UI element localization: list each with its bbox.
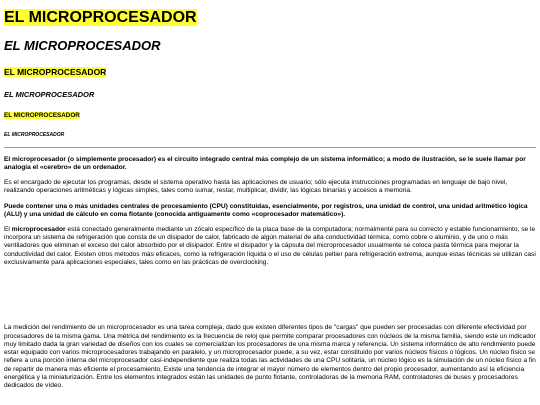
heading-3-text: EL MICROPROCESADOR	[4, 67, 107, 77]
heading-5-text: EL MICROPROCESADOR	[4, 112, 80, 119]
cpu-units-paragraph: Puede contener una o más unidades centrales de procesamiento (CPU) constituidas, esencialmente, por registros, una unidad de control, una unidad aritmético lógica (ALU) y una unidad de cálculo en coma flotante (conocida antiguamente como «coprocesador matemático»).	[4, 203, 528, 219]
heading-level-1	[4, 8, 536, 28]
horizontal-divider	[4, 147, 536, 148]
cooling-paragraph	[4, 226, 536, 267]
heading-level-5	[4, 112, 536, 120]
microprocesador-bold-term: microprocesador	[11, 225, 66, 233]
heading-level-6: EL MICROPROCESADOR	[4, 132, 65, 138]
heading-1-text: EL MICROPROCESADOR	[4, 9, 197, 26]
performance-paragraph: La medición del rendimiento de un microprocesador es una tarea compleja, dado que existen diferentes tipos de "cargas" que pueden ser procesadas con diferente efectividad por procesadores de la misma gama. Una métrica del rendimiento es la frecuencia de reloj que permite comparar procesadores con núcleos de la misma familia, siendo este un indicador muy limitado dada la gran variedad de diseños con los cuales se comercializan los procesadores de una misma marca y referencia. Un sistema informático de alto rendimiento puede estar equipado con varios microprocesadores trabajando en paralelo, y un microprocesador puede, a su vez, estar constituido por varios núcleos físicos o lógicos. Un núcleo físico se refiere a una porción interna del microprocesador casi-independiente que realiza todas las actividades de una CPU solitaria, un núcleo lógico es la simulación de un núcleo físico a fin de repartir de manera más eficiente el procesamiento. Existe una tendencia de integrar el mayor número de elementos dentro del propio procesador, aumentando así la eficiencia energética y la miniaturización. Entre los elementos integrados están las unidades de punto flotante, controladoras de la memoria RAM, controladores de buses y procesadores dedicados de vídeo.	[4, 324, 536, 390]
heading-level-4: EL MICROPROCESADOR	[4, 90, 95, 99]
heading-level-2: EL MICROPROCESADOR	[4, 38, 161, 53]
intro-paragraph: El microprocesador (o simplemente procesador) es el circuito integrado central más complejo de un sistema informático; a modo de ilustración, se le suele llamar por analogía el «cerebro» de un ordenador.	[4, 156, 526, 172]
function-paragraph: Es el encargado de ejecutar los programas, desde el sistema operativo hasta las aplicaciones de usuario; sólo ejecuta instrucciones programadas en lenguaje de bajo nivel, realizando operaciones aritméticas y lógicas simples, tales como sumar, restar, multiplicar, dividir, las lógicas binarias y accesos a memoria.	[4, 178, 508, 194]
cooling-prefix: El	[4, 225, 12, 233]
heading-level-3	[4, 67, 536, 78]
cooling-text: está conectado generalmente mediante un zócalo específico de la placa base de la computadora; normalmente para su correcto y estable funcionamiento, se le incorpora un sistema de refrigeración que consta de un disipador de calor, fabricado de algún material de alta conductividad térmica, como cobre o aluminio, y de uno o más ventiladores que eliminan el exceso del calor absorbido por el disipador. Entre el disipador y la cápsula del microprocesador usualmente se coloca pasta térmica para mejorar la conductividad del calor. Existen otros métodos más eficaces, como la refrigeración líquida o el uso de células peltier para refrigeración extrema, aunque estas técnicas se utilizan casi exclusivamente para aplicaciones especiales, tales como en las prácticas de overclocking.	[4, 225, 536, 266]
